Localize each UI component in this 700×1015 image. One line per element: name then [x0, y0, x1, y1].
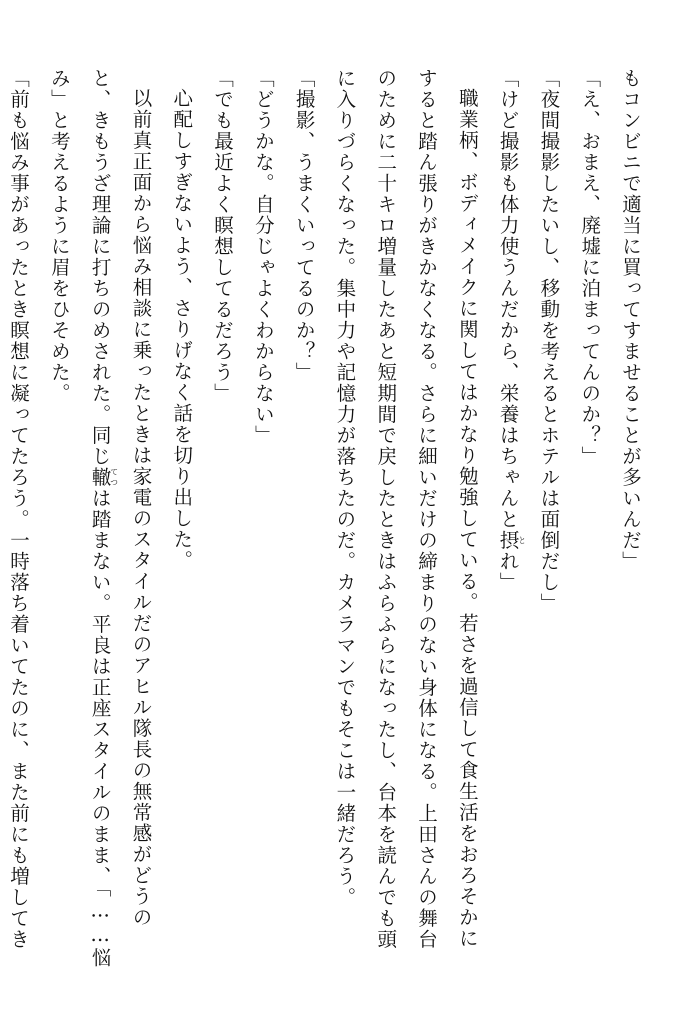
text-line-2: 「え、おまえ、廃墟に泊まってんのか？」: [578, 68, 602, 467]
text-line-4-head: 「けど撮影も体力使うんだから、栄養はちゃんと: [496, 68, 520, 530]
text-line-10: 「どうかな。自分じゃよくわからない」: [251, 68, 275, 446]
text-line-4: [487, 68, 528, 968]
text-line-16: 「前も悩み事があったとき瞑想に凝ってたろう。一時落ち着いてたのに、また前にも増してき: [7, 68, 31, 950]
text-line-11: 「でも最近よく瞑想してるだろう」: [211, 68, 235, 404]
text-line-14-tail: は踏まない。平良は正座スタイルのまま、「……悩: [88, 488, 112, 969]
text-line-13: 以前真正面から悩み相談に乗ったときは家電のスタイルだのアヒル隊長の無常感がどうの: [129, 87, 153, 928]
ruby-text-to: と: [517, 530, 527, 551]
text-line-14-head: と、きもうざ理論に打ちのめされた。同じ: [88, 68, 112, 467]
ruby-base-tetsu: 轍: [88, 467, 112, 488]
ruby-text-tetsu: てつ: [109, 467, 119, 488]
text-line-8: に入りづらくなった。集中力や記憶力が落ちたのだ。カメラマンでもそこは一緒だろう。: [333, 68, 357, 908]
ruby-tetsu: [88, 467, 119, 488]
text-line-7: のために二十キロ増量したあと短期間で戻したときはふらふらになったし、台本を読んでも頭: [374, 68, 398, 950]
text-line-9: 「撮影、うまくいってるのか？」: [292, 68, 316, 383]
text-line-4-tail: れ」: [496, 551, 520, 593]
text-line-15: み」と考えるように眉をひそめた。: [47, 68, 71, 404]
text-line-12: 心配しすぎないよう、さりげなく話を切り出した。: [170, 87, 194, 571]
text-line-5: 職業柄、ボディメイクに関してはかなり勉強している。若さを過信して食生活をおろそかに: [455, 87, 479, 949]
ruby-to: [496, 530, 527, 551]
text-line-3: 「夜間撮影したいし、移動を考えるとホテルは面倒だし」: [537, 68, 561, 614]
text-line-14: [79, 68, 120, 968]
ruby-base-to: 摂: [496, 530, 520, 551]
vertical-text-block: [7, 68, 650, 969]
text-line-1: もコンビニで適当に買ってすませることが多いんだ」: [619, 68, 642, 572]
text-line-6: すると踏ん張りがきかなくなる。さらに細いだけの締まりのない身体になる。上田さんの舞台: [415, 68, 439, 950]
